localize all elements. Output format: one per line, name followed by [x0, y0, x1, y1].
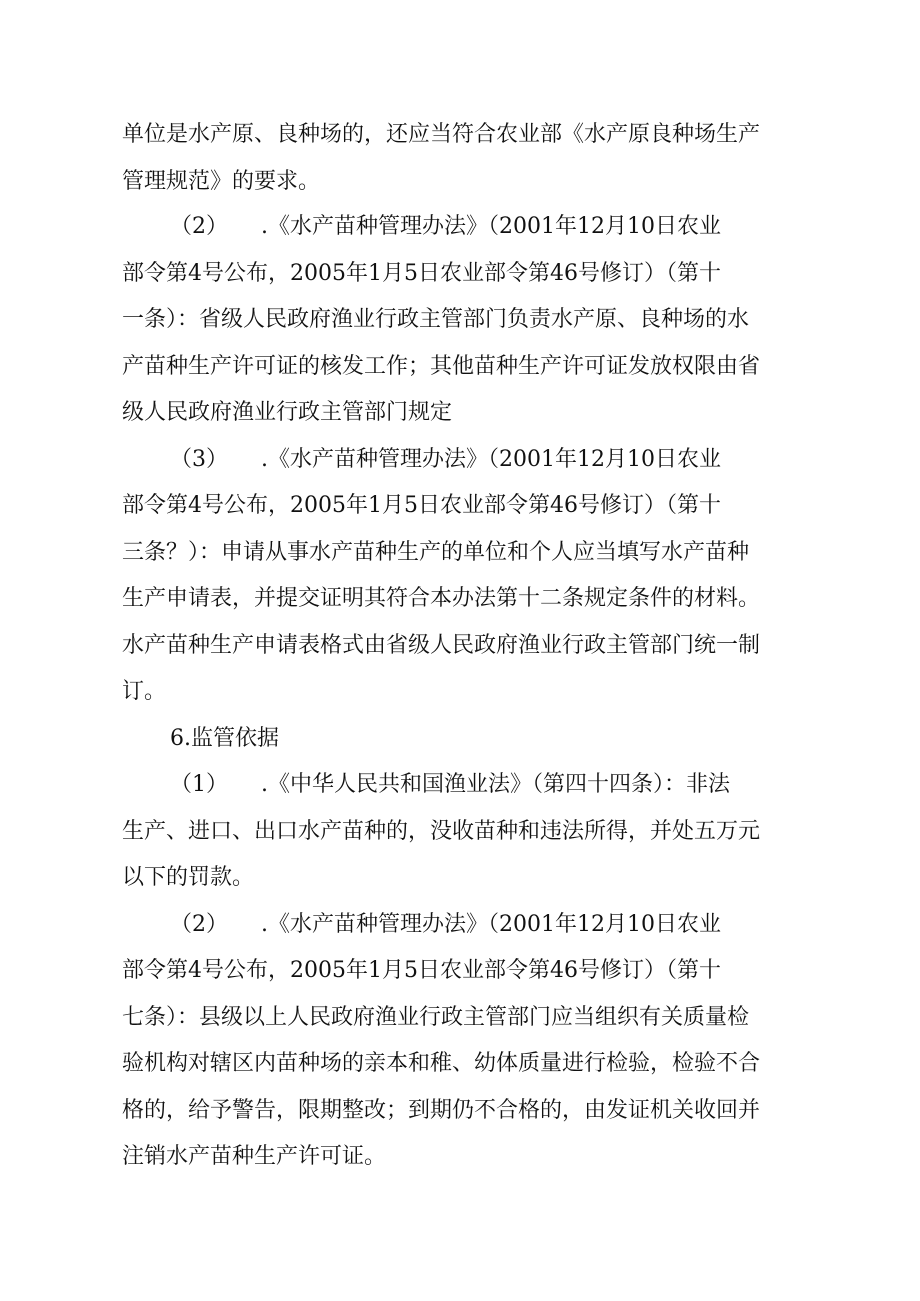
- text-line: 订。: [122, 679, 167, 704]
- text-line: 水产苗种生产申请表格式由省级人民政府渔业行政主管部门统一制: [122, 633, 761, 658]
- text-line: （2） .《水产苗种管理办法》（2001年12月10日农业: [170, 912, 721, 937]
- text-line: 生产申请表，并提交证明其符合本办法第十二条规定条件的材料。: [122, 586, 761, 611]
- text-line: （2） .《水产苗种管理办法》（2001年12月10日农业: [170, 214, 721, 239]
- text-line: 级人民政府渔业行政主管部门规定: [122, 400, 453, 425]
- text-line: 产苗种生产许可证的核发工作；其他苗种生产许可证发放权限由省: [122, 354, 761, 379]
- text-line: 以下的罚款。: [122, 865, 255, 890]
- text-line: （3） .《水产苗种管理办法》（2001年12月10日农业: [170, 447, 721, 472]
- text-line: 七条）：县级以上人民政府渔业行政主管部门应当组织有关质量检: [122, 1005, 750, 1030]
- text-line: 格的，给予警告，限期整改；到期仍不合格的，由发证机关收回并: [122, 1098, 761, 1123]
- text-line: 部令第4号公布，2005年1月5日农业部令第46号修订）（第十: [122, 261, 721, 286]
- text-line: （1） .《中华人民共和国渔业法》（第四十四条）：非法: [170, 772, 730, 797]
- section-heading: 6.监管依据: [170, 726, 279, 751]
- text-line: 注销水产苗种生产许可证。: [122, 1144, 387, 1169]
- text-line: 生产、进口、出口水产苗种的，没收苗种和违法所得，并处五万元: [122, 819, 761, 844]
- text-line: 部令第4号公布，2005年1月5日农业部令第46号修订）（第十: [122, 958, 721, 983]
- text-line: 验机构对辖区内苗种场的亲本和稚、幼体质量进行检验，检验不合: [122, 1051, 761, 1076]
- text-line: 部令第4号公布，2005年1月5日农业部令第46号修订）（第十: [122, 493, 721, 518]
- text-line: 单位是水产原、良种场的，还应当符合农业部《水产原良种场生产: [122, 122, 761, 147]
- text-line: 一条）：省级人民政府渔业行政主管部门负责水产原、良种场的水: [122, 307, 750, 332]
- text-line: 三条？）：申请从事水产苗种生产的单位和个人应当填写水产苗种: [122, 540, 750, 565]
- text-line: 管理规范》的要求。: [122, 169, 321, 194]
